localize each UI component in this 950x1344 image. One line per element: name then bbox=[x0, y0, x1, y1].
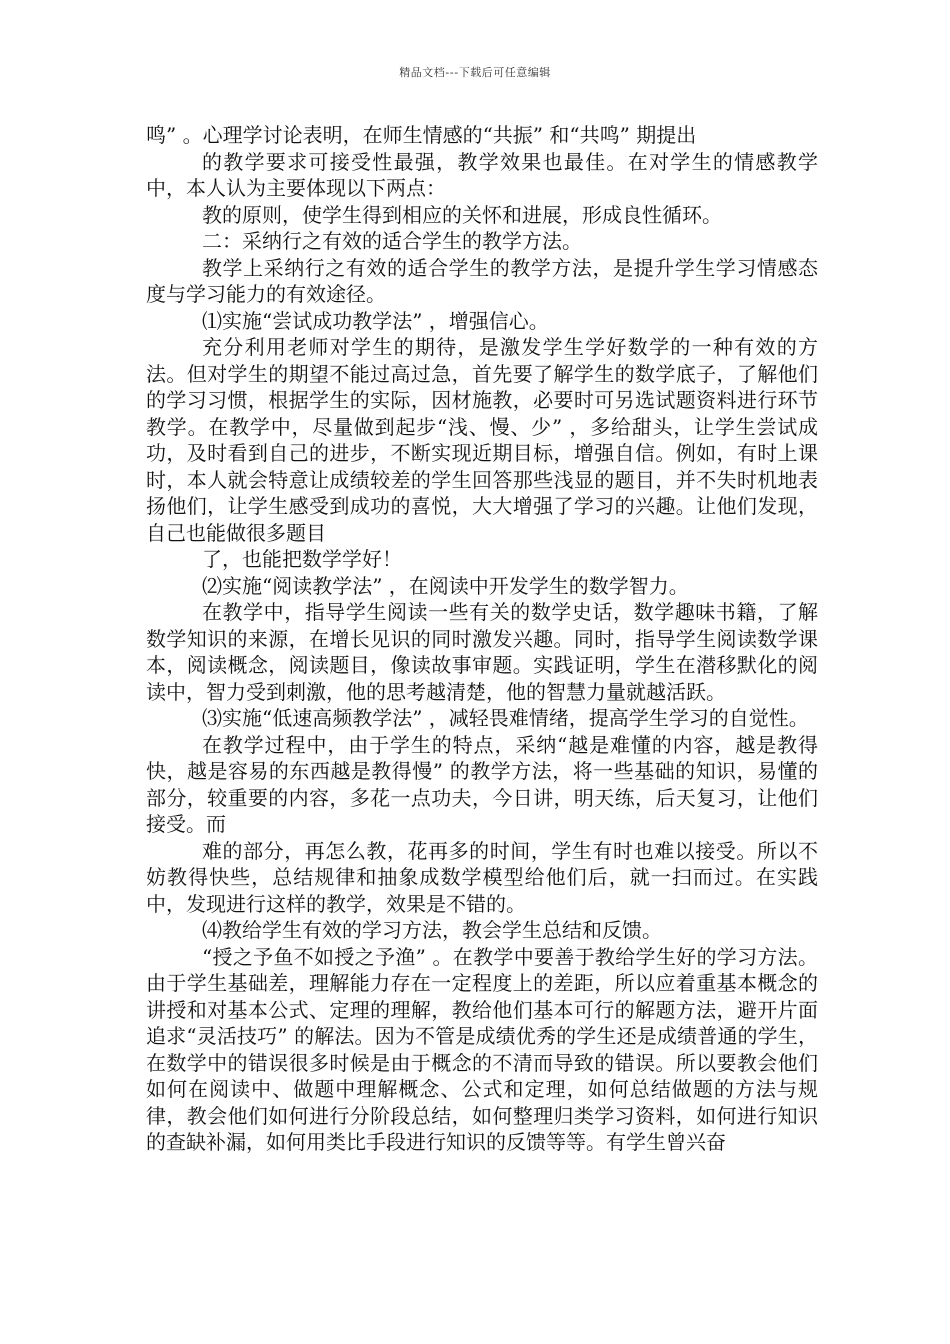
paragraph: 教的原则，使学生得到相应的关怀和进展，形成良性循环。 bbox=[202, 202, 722, 227]
paragraph: 充分利用老师对学生的期待，是激发学生学好数学的一种有效的方法。但对学生的期望不能过高过急，首先要了解学生的数学底子，了解他们的学习习惯，根据学生的实际，因材施教，必要时可另选试题资料进行环节教学。在教学中，尽量做到起步“浅、慢、少” ，多给甜头，让学生尝试成功，及时看到自己的进步，不断实现近期目标，增强自信。例如，有时上课时，本人就会特意让成绩较差的学生回答那些浅显的题目，并不失时机地表扬他们，让学生感受到成功的喜悦，大大增强了学习的兴趣。让他们发现，自己也能做很多题目 bbox=[146, 335, 818, 545]
document-body bbox=[146, 122, 818, 1156]
paragraph: 教学上采纳行之有效的适合学生的教学方法，是提升学生学习情感态度与学习能力的有效途径。 bbox=[146, 255, 818, 306]
paragraph: 难的部分，再怎么教，花再多的时间，学生有时也难以接受。所以不妨教得快些，总结规律和抽象成数学模型给他们后，就一扫而过。在实践中，发现进行这样的教学，效果是不错的。 bbox=[146, 838, 818, 916]
paragraph: 鸣” 。心理学讨论表明，在师生情感的“共振” 和“共鸣” 期提出 bbox=[146, 123, 697, 147]
paragraph: 在教学中，指导学生阅读一些有关的数学史话，数学趣味书籍，了解数学知识的来源，在增长见识的同时激发兴趣。同时，指导学生阅读数学课本，阅读概念，阅读题目，像读故事审题。实践证明，学生在潜移默化的阅读中，智力受到刺激，他的思考越清楚，他的智慧力量就越活跃。 bbox=[146, 600, 818, 704]
paragraph: 二：采纳行之有效的适合学生的教学方法。 bbox=[202, 229, 582, 253]
paragraph: ⑵实施“阅读教学法” ，在阅读中开发学生的数学智力。 bbox=[202, 573, 689, 598]
paragraph: 在教学过程中，由于学生的特点，采纳“越是难懂的内容，越是教得快，越是容易的东西越是教得慢” 的教学方法，将一些基础的知识，易懂的部分，较重要的内容，多花一点功夫，今日讲，明天练，后天复习，让他们接受。而 bbox=[146, 732, 818, 836]
page-header: 精品文档---下载后可任意编辑 bbox=[399, 66, 551, 79]
paragraph: ⑶实施“低速高频教学法” ，减轻畏难情绪，提高学生学习的自觉性。 bbox=[202, 706, 809, 730]
paragraph: 了，也能把数学学好！ bbox=[202, 547, 402, 571]
paragraph: “授之予鱼不如授之予渔” 。在教学中要善于教给学生好的学习方法。由于学生基础差，理解能力存在一定程度上的差距，所以应着重基本概念的讲授和对基本公式、定理的理解，教给他们基本可行的解题方法，避开片面追求“灵活技巧” 的解法。因为不管是成绩优秀的学生还是成绩普通的学生，在数学中的错误很多时候是由于概念的不清而导致的错误。所以要教会他们如何在阅读中、做题中理解概念、公式和定理，如何总结做题的方法与规律，教会他们如何进行分阶段总结，如何整理归类学习资料，如何进行知识的查缺补漏，如何用类比手段进行知识的反馈等等。有学生曾兴奋 bbox=[146, 944, 818, 1154]
paragraph: 的教学要求可接受性最强，教学效果也最佳。在对学生的情感教学中，本人认为主要体现以下两点： bbox=[146, 149, 818, 200]
paragraph: ⑴实施“尝试成功教学法” ，增强信心。 bbox=[202, 308, 549, 333]
paragraph: ⑷教给学生有效的学习方法，教会学生总结和反馈。 bbox=[202, 918, 662, 942]
